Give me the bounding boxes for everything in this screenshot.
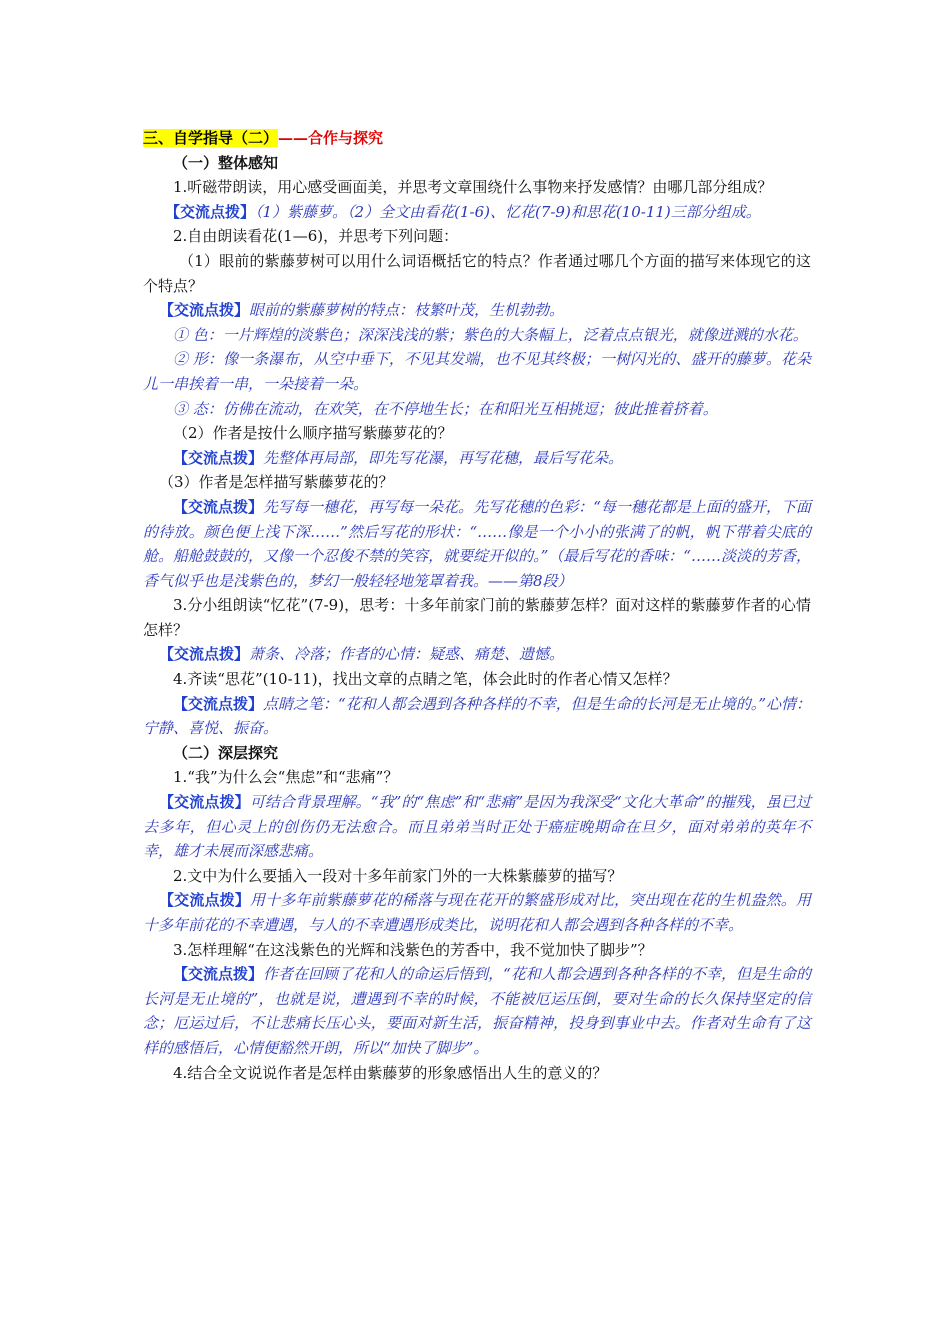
part1-q3: 3.分小组朗读“忆花”(7-9)，思考：十多年前家门前的紫藤萝怎样？面对这样的紫藤萝作者的心情怎样？ [143, 596, 811, 639]
answer-text: 用十多年前紫藤萝花的稀落与现在花开的繁盛形成对比，突出现在花的生机盎然。用十多年前花的不幸遭遇，与人的不幸遭遇形成类比，说明花和人都会遇到各种各样的不幸。 [143, 891, 811, 934]
tag-label: 【交流点拨】 [173, 694, 264, 713]
part2-a3 [143, 962, 811, 1060]
part1-a2-3 [143, 495, 811, 593]
answer-text: 萧条、冷落；作者的心情：疑惑、痛楚、遗憾。 [249, 645, 565, 664]
answer-text: 先写每一穗花，再写每一朵花。先写花穗的色彩：“每一穗花都是上面的盛开，下面的待放。颜色便上浅下深……”然后写花的形状：“……像是一个小小的张满了的帆，帆下带着尖底的舱。船舱鼓鼓的，又像一个忍俊不禁的笑容，就要绽开似的。”（最后写花的香味：“……淡淡的芳香，香气似乎也是浅紫色的，梦幻一般轻轻地笼罩着我。——第8段） [143, 497, 811, 590]
part1-a2-1-shape [143, 347, 811, 396]
section-title [143, 126, 811, 151]
answer-text: 点睛之笔：“花和人都会遇到各种各样的不幸，但是生命的长河是无止境的。”心情：宁静、喜悦、振奋。 [143, 694, 811, 738]
part2-q1: 1.“我”为什么会“焦虑”和“悲痛”？ [173, 768, 399, 787]
answer-text: ③ 态：仿佛在流动，在欢笑，在不停地生长；在和阳光互相挑逗；彼此推着挤着。 [173, 399, 718, 418]
section-title-highlight: 三、自学指导（二） [143, 129, 279, 147]
part1-q2-2: （2）作者是按什么顺序描写紫藤萝花的？ [173, 424, 453, 443]
answer-text: 可结合背景理解。“我”的“焦虑”和“悲痛”是因为我深受“文化大革命”的摧残，虽已过去多年，但心灵上的创伤仍无法愈合。而且弟弟当时正处于癌症晚期命在旦夕，面对弟弟的英年不幸，雄才未展而深感悲痛。 [143, 793, 811, 861]
part2-heading: （二）深层探究 [173, 743, 279, 762]
tag-label: 【交流点拨】 [173, 497, 264, 516]
tag-label: 【交流点拨】 [159, 301, 250, 320]
section-title-rest: ——合作与探究 [278, 129, 384, 147]
part1-a2-1-color [143, 323, 811, 348]
part2-a2 [143, 888, 811, 937]
tag-label: 【交流点拨】 [159, 891, 250, 910]
part1-a2-1 [143, 298, 811, 323]
tag-label: 【交流点拨】 [173, 965, 264, 984]
part1-heading: （一）整体感知 [173, 153, 279, 172]
answer-text: （1）紫藤萝。（2）全文由看花(1-6)、忆花(7-9)和思花(10-11)三部分组成。 [255, 202, 761, 221]
document-content [143, 126, 811, 1085]
tag-label: 【交流点拨】 [159, 645, 250, 664]
part1-a4 [143, 692, 811, 741]
part1-q4: 4.齐读“思花”(10-11)，找出文章的点睛之笔，体会此时的作者心情又怎样？ [173, 670, 678, 689]
tag-label: 【交流点拨】 [173, 448, 264, 467]
part1-a2-1-state [143, 397, 811, 422]
part2-q3: 3.怎样理解“在这浅紫色的光辉和浅紫色的芳香中，我不觉加快了脚步”？ [173, 940, 653, 959]
answer-text: 眼前的紫藤萝树的特点：枝繁叶茂，生机勃勃。 [249, 301, 565, 320]
part1-a2-2 [143, 446, 811, 471]
tag-label: 【交流点拨】 [159, 793, 250, 812]
tag-label: 【交流点拨】 [165, 202, 256, 221]
part1-a3 [143, 642, 811, 667]
part1-q2-3: （3）作者是怎样描写紫藤萝花的？ [159, 473, 394, 492]
part1-q2-1: （1）眼前的紫藤萝树可以用什么词语概括它的特点？作者通过哪几个方面的描写来体现它的这个特点？ [143, 251, 811, 295]
part2-q4: 4.结合全文说说作者是怎样由紫藤萝的形象感悟出人生的意义的？ [173, 1063, 608, 1082]
answer-text: ① 色：一片辉煌的淡紫色；深深浅浅的紫；紫色的大条幅上，泛着点点银光，就像迸溅的水花。 [173, 325, 808, 344]
part1-q1: 1.听磁带朗读，用心感受画面美，并思考文章围绕什么事物来抒发感情？由哪几部分组成？ [173, 178, 773, 197]
part2-a1 [143, 790, 811, 864]
answer-text: 作者在回顾了花和人的命运后悟到，“花和人都会遇到各种各样的不幸，但是生命的长河是无止境的”，也就是说，遭遇到不幸的时候，不能被厄运压倒，要对生命的长久保持坚定的信念；厄运过后，不让悲痛长压心头，要面对新生活，振奋精神，投身到事业中去。作者对生命有了这样的感悟后，心情便豁然开朗，所以“加快了脚步”。 [143, 965, 811, 1057]
answer-text: 先整体再局部，即先写花瀑，再写花穗，最后写花朵。 [263, 448, 624, 467]
answer-text: ② 形：像一条瀑布，从空中垂下，不见其发端，也不见其终极；一树闪光的、盛开的藤萝。花朵儿一串挨着一串，一朵接着一朵。 [143, 350, 811, 393]
part2-q2: 2.文中为什么要插入一段对十多年前家门外的一大株紫藤萝的描写？ [173, 866, 623, 885]
part1-q2: 2.自由朗读看花(1—6)，并思考下列问题： [173, 227, 459, 246]
part1-a1 [143, 200, 811, 225]
